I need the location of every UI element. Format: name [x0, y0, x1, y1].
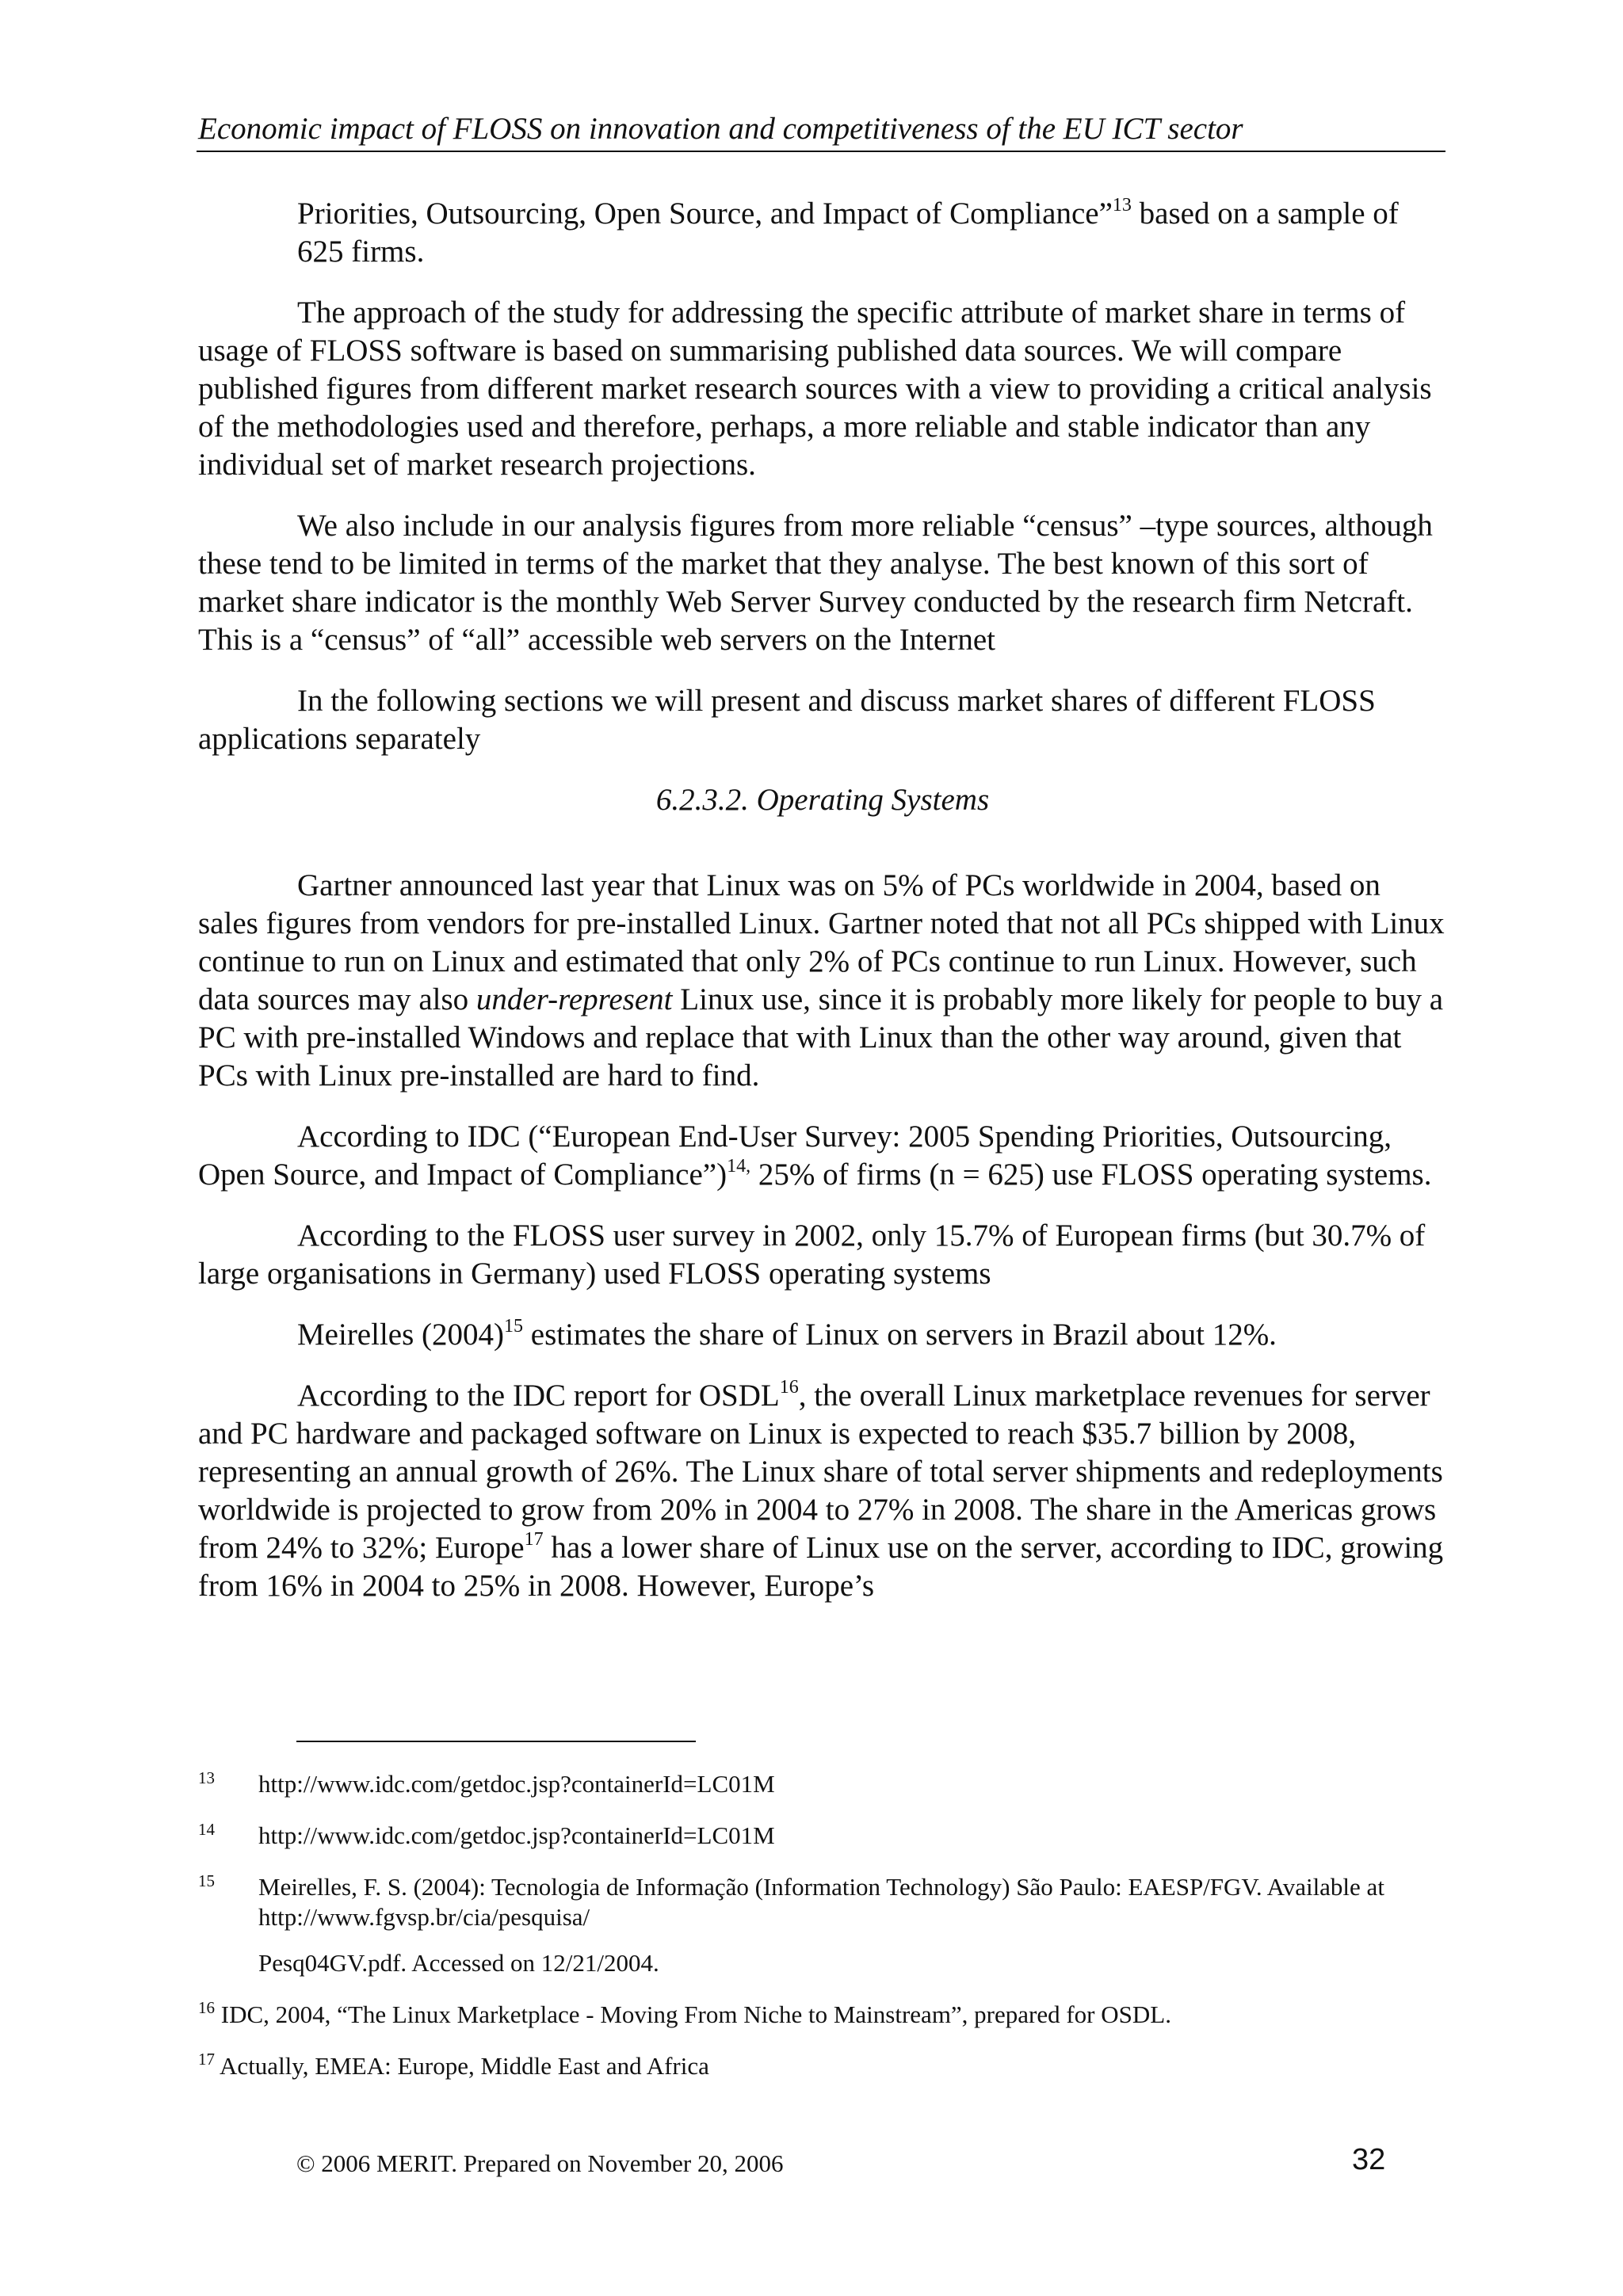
footnote-continuation: Pesq04GV.pdf. Accessed on 12/21/2004.	[258, 1949, 659, 1977]
footnote-text: Actually, EMEA: Europe, Middle East and Africa	[220, 2052, 709, 2080]
page-number: 32	[1352, 2143, 1386, 2176]
footnote-mark: 15	[198, 1871, 215, 1890]
paragraph-text: 25% of firms (n = 625) use FLOSS operating systems.	[750, 1158, 1432, 1192]
footnote-separator	[296, 1741, 696, 1742]
footnote-text: IDC, 2004, “The Linux Marketplace - Moving From Niche to Mainstream”, prepared for OSDL.	[220, 2000, 1171, 2028]
paragraph-text: estimates the share of Linux on servers in Brazil about 12%.	[523, 1318, 1277, 1352]
header-rule	[197, 151, 1445, 152]
body-text	[198, 195, 1447, 1628]
paragraph-idc-osdl	[198, 1377, 1447, 1605]
footnote-ref-17[interactable]: 17	[524, 1529, 544, 1550]
footnote-ref-16[interactable]: 16	[779, 1377, 799, 1398]
paragraph-sections-intro: In the following sections we will present and discuss market shares of different FLOSS applications separately	[198, 684, 1376, 756]
footnote-mark: 13	[198, 1768, 215, 1787]
footnote-mark: 16	[198, 1998, 215, 2017]
paragraph-text: , the overall Linux marketplace revenues for server and PC hardware and packaged software on Linux is expected to reach $35.7 billion by 2008, representing an annual growth of 26%. The Linux share of total server shipments and redeployments worldwide is projected to grow from 20% in 2004 to 27% in 2008. The share in the Americas grows from 24% to 32%; Europe	[198, 1379, 1443, 1565]
paragraph-approach: The approach of the study for addressing the specific attribute of market share in terms of usage of FLOSS software is based on summarising published data sources. We will compare published figures from different market research sources with a view to providing a critical analysis of the methodologies used and therefore, perhaps, a more reliable and stable indicator than any individual set of market research projections.	[198, 296, 1432, 482]
section-heading: 6.2.3.2. Operating Systems	[655, 783, 990, 817]
paragraph-text: According to the IDC report for OSDL	[297, 1379, 780, 1413]
footnote-ref-13[interactable]: 13	[1112, 195, 1132, 215]
paragraph-idc-survey	[198, 1118, 1447, 1194]
footnote-ref-15[interactable]: 15	[504, 1316, 524, 1337]
paragraph-text: has a lower share of Linux use on the server, according to IDC, growing from 16% in 2004 to 25% in 2008. However, Europe’s	[198, 1531, 1444, 1603]
paragraph-gartner	[198, 867, 1447, 1095]
footnote-text: Meirelles, F. S. (2004): Tecnologia de Informação (Information Technology) São Paulo: EAESP/FGV. Available at http://www.fgvsp.br/cia/pesquisa/	[258, 1873, 1384, 1931]
footnote-ref-14[interactable]: 14,	[727, 1156, 751, 1177]
paragraph-text: based on a sample of 625 firms.	[297, 196, 1399, 269]
paragraph-continued	[297, 195, 1447, 271]
footnote-17	[198, 2051, 1447, 2081]
paragraph-text: Priorities, Outsourcing, Open Source, and Impact of Compliance”	[297, 196, 1113, 231]
paragraph-meirelles	[198, 1316, 1447, 1354]
emphasis-text: under-represent	[475, 982, 673, 1016]
footnote-14	[198, 1821, 1447, 1851]
paragraph-floss-survey: According to the FLOSS user survey in 2002, only 15.7% of European firms (but 30.7% of large organisations in Germany) used FLOSS operating systems	[198, 1219, 1426, 1291]
footnote-link[interactable]: http://www.idc.com/getdoc.jsp?containerId=LC01M	[258, 1770, 775, 1798]
footer-copyright: © 2006 MERIT. Prepared on November 20, 2006	[296, 2149, 784, 2177]
footnotes	[198, 1769, 1447, 2103]
paragraph-text: Meirelles (2004)	[297, 1318, 505, 1352]
footnote-16	[198, 2000, 1447, 2030]
running-header: Economic impact of FLOSS on innovation and competitiveness of the EU ICT sector	[198, 112, 1243, 146]
paragraph-text: Gartner announced last year that Linux was on 5% of PCs worldwide in 2004, based on sales figures from vendors for pre-installed Linux. Gartner noted that not all PCs shipped with Linux continue to run on Linux and estimated that only 2% of PCs continue to run Linux. However, such data sources may also	[198, 868, 1445, 1016]
paragraph-text: According to IDC (“European End-User Survey: 2005 Spending Priorities, Outsourcing, Open Source, and Impact of Compliance”)	[198, 1119, 1392, 1192]
paragraph-census: We also include in our analysis figures from more reliable “census” –type sources, although these tend to be limited in terms of the market that they analyse. The best known of this sort of market share indicator is the monthly Web Server Survey conducted by the research firm Netcraft. This is a “census” of “all” accessible web servers on the Internet	[198, 509, 1433, 657]
footnote-mark: 14	[198, 1820, 215, 1839]
footnote-link[interactable]: http://www.idc.com/getdoc.jsp?containerId=LC01M	[258, 1821, 775, 1849]
footnote-mark: 17	[198, 2050, 215, 2069]
footnote-13	[198, 1769, 1447, 1799]
paragraph-text: Linux use, since it is probably more likely for people to buy a PC with pre-installed Windows and replace that with Linux than the other way around, given that PCs with Linux pre-installed are hard to find.	[198, 982, 1444, 1093]
footnote-15	[198, 1872, 1447, 1978]
